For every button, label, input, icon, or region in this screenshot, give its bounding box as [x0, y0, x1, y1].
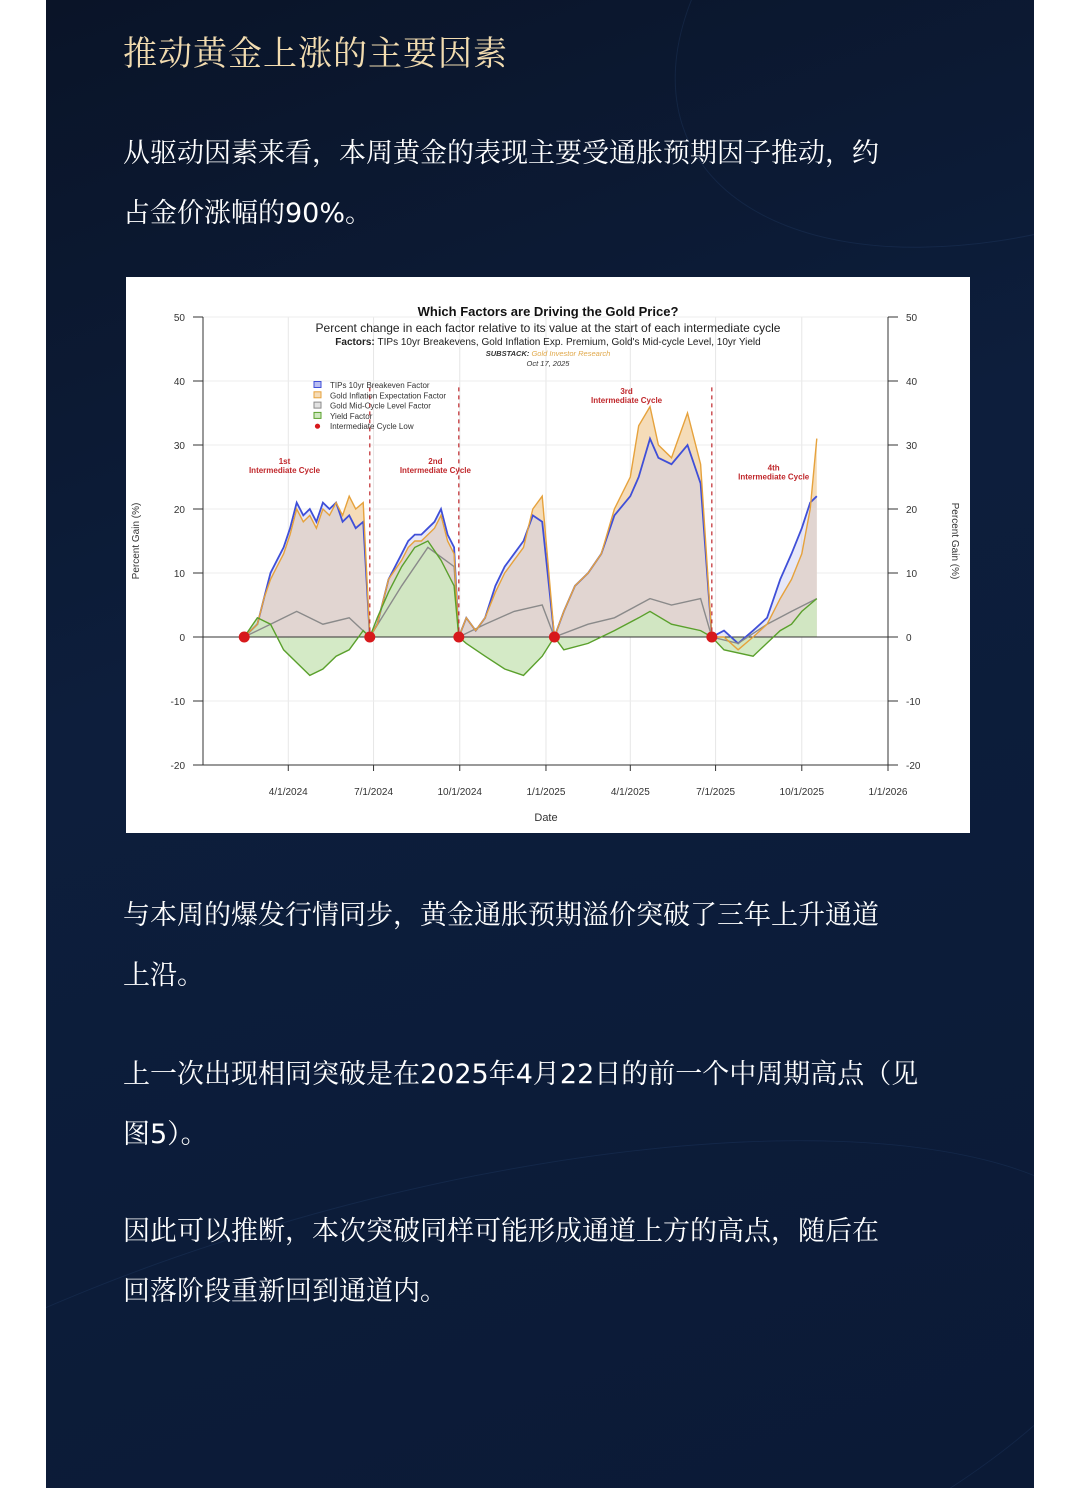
- cycle-low-point: [364, 632, 375, 643]
- y-tick-label-left: 30: [173, 441, 185, 452]
- x-tick-label: 10/1/2024: [437, 787, 483, 798]
- y-tick-label-right: -10: [906, 697, 921, 708]
- section-heading: 推动黄金上涨的主要因素: [123, 34, 508, 74]
- paragraph-2: 与本周的爆发行情同步，黄金通胀预期溢价突破了三年上升通道 上沿。: [123, 900, 879, 991]
- y-tick-label-right: 30: [906, 441, 918, 452]
- y-tick-label-left: -10: [170, 697, 185, 708]
- x-tick-label: 10/1/2025: [779, 787, 825, 798]
- y-tick-label-left: 10: [173, 569, 185, 580]
- x-tick-label: 4/1/2024: [268, 787, 308, 798]
- gold-factors-chart: [126, 277, 970, 833]
- x-axis-title: Date: [534, 812, 558, 824]
- factors-text: TIPs 10yr Breakevens, Gold Inflation Exp. Premium, Gold's Mid-cycle Level, 10yr Yield: [377, 337, 761, 348]
- factors-label: Factors:: [335, 337, 378, 348]
- chart-image: [126, 277, 970, 833]
- cycle-label-number: 1st: [278, 457, 291, 467]
- y-tick-label-right: 50: [906, 313, 918, 324]
- legend-entry: Yield Factor: [330, 411, 373, 421]
- legend-entry: TIPs 10yr Breakeven Factor: [330, 381, 430, 390]
- x-tick-label: 4/1/2025: [610, 787, 650, 798]
- article-page: [46, 0, 1034, 1488]
- y-tick-label-left: 40: [173, 377, 185, 388]
- chart-source-line: [486, 349, 611, 358]
- y-axis-title-right: Percent Gain (%): [949, 502, 960, 580]
- y-tick-label-right: 40: [906, 377, 918, 388]
- y-tick-label-left: -20: [170, 761, 185, 772]
- legend-swatch: [314, 392, 321, 398]
- cycle-label-text: Intermediate Cycle: [399, 466, 471, 476]
- y-tick-label-left: 20: [173, 505, 185, 516]
- cycle-low-point: [706, 632, 717, 643]
- legend-entry: Intermediate Cycle Low: [330, 422, 414, 432]
- legend-swatch: [314, 382, 321, 388]
- cycle-label-text: Intermediate Cycle: [248, 466, 321, 476]
- legend-entry: Gold Inflation Expectation Factor: [330, 391, 447, 401]
- source-text: Gold Investor Research: [531, 349, 611, 358]
- cycle-label-number: 2nd: [428, 457, 443, 467]
- cycle-low-point: [549, 632, 560, 643]
- legend-marker: [315, 424, 320, 429]
- chart-subtitle: Percent change in each factor relative to its value at the start of each intermediate cycle: [315, 321, 781, 335]
- cycle-label-number: 3rd: [620, 386, 633, 396]
- y-axis-title-left: Percent Gain (%): [131, 502, 142, 580]
- y-tick-label-right: 10: [906, 569, 918, 580]
- source-label: SUBSTACK:: [485, 349, 532, 358]
- paragraph-4: 因此可以推断，本次突破同样可能形成通道上方的高点，随后在 回落阶段重新回到通道内。: [123, 1216, 879, 1307]
- y-tick-label-left: 50: [173, 313, 185, 324]
- legend-entry: Gold Mid-Cycle Level Factor: [330, 401, 431, 411]
- y-tick-label-right: 0: [906, 633, 912, 644]
- cycle-label-text: Intermediate Cycle: [590, 395, 663, 405]
- chart-title: Which Factors are Driving the Gold Price?: [417, 304, 679, 319]
- paragraph-3: 上一次出现相同突破是在2025年4月22日的前一个中周期高点（见 图5）。: [123, 1059, 919, 1150]
- legend-swatch: [314, 402, 321, 408]
- chart-factors-line: [335, 337, 760, 348]
- x-tick-label: 1/1/2026: [868, 787, 908, 798]
- cycle-label-number: 4th: [767, 463, 780, 473]
- cycle-label-text: Intermediate Cycle: [738, 472, 810, 482]
- paragraph-1: 从驱动因素来看，本周黄金的表现主要受通胀预期因子推动，约 占金价涨幅的90%。: [123, 138, 879, 229]
- cycle-low-point: [453, 632, 464, 643]
- cycle-low-point: [239, 632, 250, 643]
- x-tick-label: 7/1/2024: [354, 787, 394, 798]
- legend-swatch: [314, 412, 321, 418]
- chart-date-note: Oct 17, 2025: [526, 359, 570, 368]
- tips-area: [244, 439, 817, 644]
- y-tick-label-left: 0: [179, 633, 185, 644]
- x-tick-label: 1/1/2025: [526, 787, 566, 798]
- x-tick-label: 7/1/2025: [696, 787, 736, 798]
- y-tick-label-right: 20: [906, 505, 918, 516]
- y-tick-label-right: -20: [906, 761, 921, 772]
